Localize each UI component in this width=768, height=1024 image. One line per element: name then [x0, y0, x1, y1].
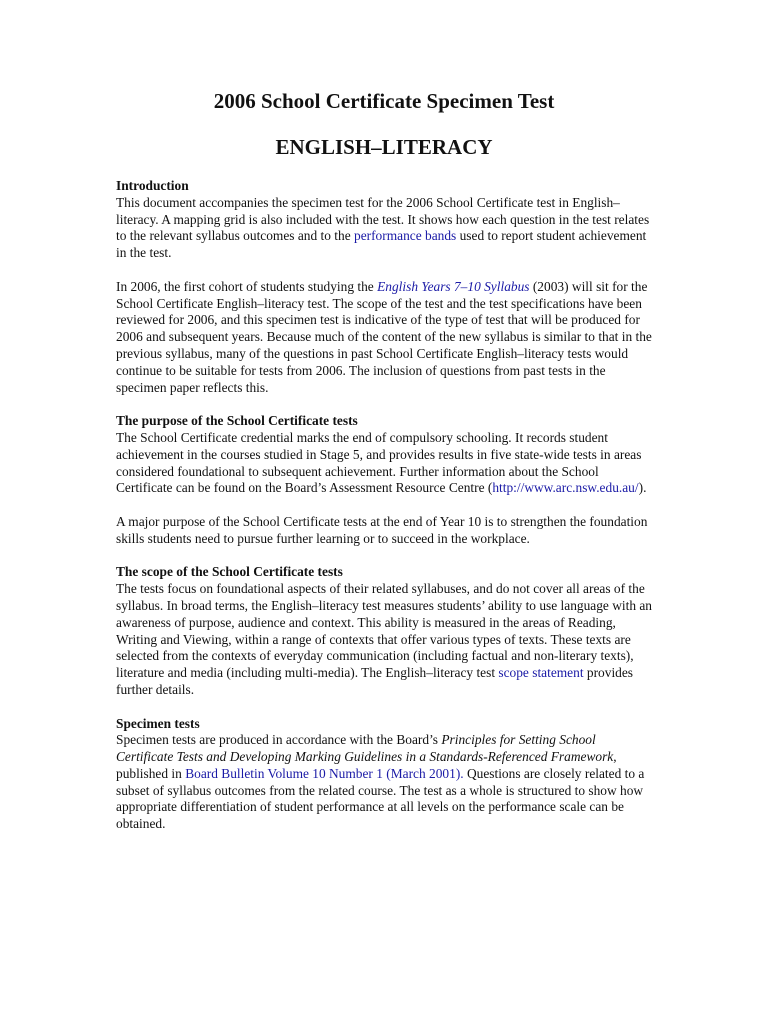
- scope-paragraph-1: [116, 581, 652, 699]
- syllabus-link-text: English Years 7–10 Syllabus: [377, 278, 530, 294]
- principles-document-title: Principles for Setting School Certificate Tests and Developing Marking Guidelines in a Standards-Referenced Framework: [116, 732, 614, 765]
- document-subtitle: ENGLISH–LITERACY: [275, 135, 493, 159]
- specimen-p1-text-c: Questions are closely related to a subset of syllabus outcomes from the related course. The test as a whole is structured to show how appropriate differentiation of student performance at all levels on the performance scale can be obtained.: [116, 765, 645, 832]
- purpose-heading: The purpose of the School Certificate tests: [116, 413, 358, 429]
- scope-p1-text-a: The tests focus on foundational aspects of their related syllabuses, and do not cover all areas of the syllabus. In broad terms, the English–literacy test measures students’ ability to use language with an awareness of purpose, audience and context. This ability is measured in the areas of Reading, Writing and Viewing, within a range of contexts that offer various types of texts. These texts are selected from the contexts of everyday communication (including factual and non-literary texts), literature and media (including multi-media). The English–literacy test: [116, 581, 652, 681]
- introduction-paragraph-1: [116, 195, 652, 262]
- scope-statement-link[interactable]: scope statement: [498, 665, 584, 681]
- purpose-p1-text-b: ).: [638, 480, 647, 496]
- arc-website-link[interactable]: http://www.arc.nsw.edu.au/: [492, 480, 639, 496]
- specimen-p1-text-b: , published in: [116, 749, 617, 781]
- introduction-p2-text-b: (2003) will sit for the School Certificate English–literacy test. The scope of the test and the test specifications have been reviewed for 2006, and this specimen test is indicative of the type of test that will be produced for 2006 and subsequent years. Because much of the content of the new syllabus is similar to that in the previous syllabus, many of the questions in past School Certificate English–literacy tests would continue to be suitable for tests from 2006. The inclusion of questions from past tests in the specimen paper reflects this.: [116, 278, 652, 395]
- paragraph-spacer: [116, 262, 652, 279]
- scope-p1-text-b: provides further details.: [116, 665, 634, 697]
- specimen-paragraph-1: [116, 732, 652, 833]
- syllabus-link[interactable]: [377, 279, 529, 294]
- paragraph-spacer: [116, 497, 652, 514]
- purpose-paragraph-2: A major purpose of the School Certificate tests at the end of Year 10 is to strengthen the foundation skills students need to pursue further learning or to succeed in the workplace.: [116, 513, 648, 546]
- purpose-p1-text-a: The School Certificate credential marks the end of compulsory schooling. It records student achievement in the courses studied in Stage 5, and provides results in five state-wide tests in areas considered foundational to subsequent achievement. Further information about the School Certificate can be found on the Board’s Assessment Resource Centre (: [116, 429, 642, 496]
- purpose-paragraph-1: [116, 430, 652, 497]
- introduction-p2-text-a: In 2006, the first cohort of students studying the: [116, 278, 378, 294]
- specimen-heading: Specimen tests: [116, 715, 200, 731]
- introduction-paragraph-2: [116, 279, 652, 397]
- introduction-p1-text-b: used to report student achievement in the test.: [116, 228, 647, 261]
- introduction-p1-text-a: This document accompanies the specimen test for the 2006 School Certificate test in English–literacy. A mapping grid is also included with the test. It shows how each question in the test relates to the relevant syllabus outcomes and to the: [116, 194, 650, 244]
- paragraph-spacer: [116, 548, 652, 565]
- performance-bands-link[interactable]: performance bands: [354, 228, 457, 244]
- scope-heading: The scope of the School Certificate tests: [116, 564, 343, 580]
- introduction-heading: Introduction: [116, 178, 189, 193]
- board-bulletin-link[interactable]: Board Bulletin Volume 10 Number 1 (March 2001).: [185, 765, 464, 781]
- document-title: 2006 School Certificate Specimen Test: [213, 89, 555, 113]
- paragraph-spacer: [116, 396, 652, 413]
- paragraph-spacer: [116, 699, 652, 716]
- specimen-p1-text-a: Specimen tests are produced in accordance with the Board’s: [116, 732, 442, 748]
